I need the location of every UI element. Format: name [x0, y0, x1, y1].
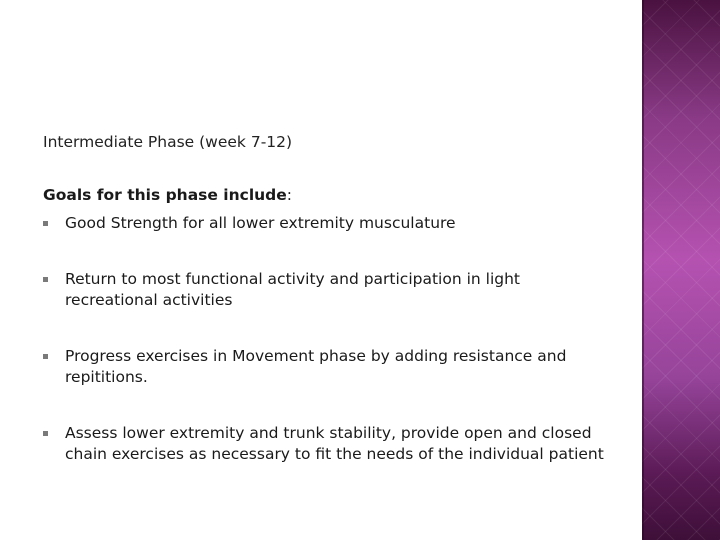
list-item-text: Assess lower extremity and trunk stability, provide open and closed chain exercises as necessary to fit the needs of the individual patient [65, 424, 604, 463]
square-bullet-icon [43, 277, 48, 282]
diamond-pattern [642, 0, 720, 540]
list-item-text: Progress exercises in Movement phase by adding resistance and repititions. [65, 347, 567, 386]
goals-label-colon: : [286, 186, 293, 204]
square-bullet-icon [43, 221, 48, 226]
phase-heading: Intermediate Phase (week 7-12) [43, 133, 293, 151]
side-panel-edge [642, 0, 644, 540]
goals-label [43, 185, 292, 205]
list-item-text: Return to most functional activity and participation in light recreational activities [65, 270, 520, 309]
square-bullet-icon [43, 354, 48, 359]
decorative-side-panel [642, 0, 720, 540]
list-item-text: Good Strength for all lower extremity musculature [65, 214, 456, 232]
goals-label-text: Goals for this phase include [43, 186, 287, 204]
square-bullet-icon [43, 431, 48, 436]
